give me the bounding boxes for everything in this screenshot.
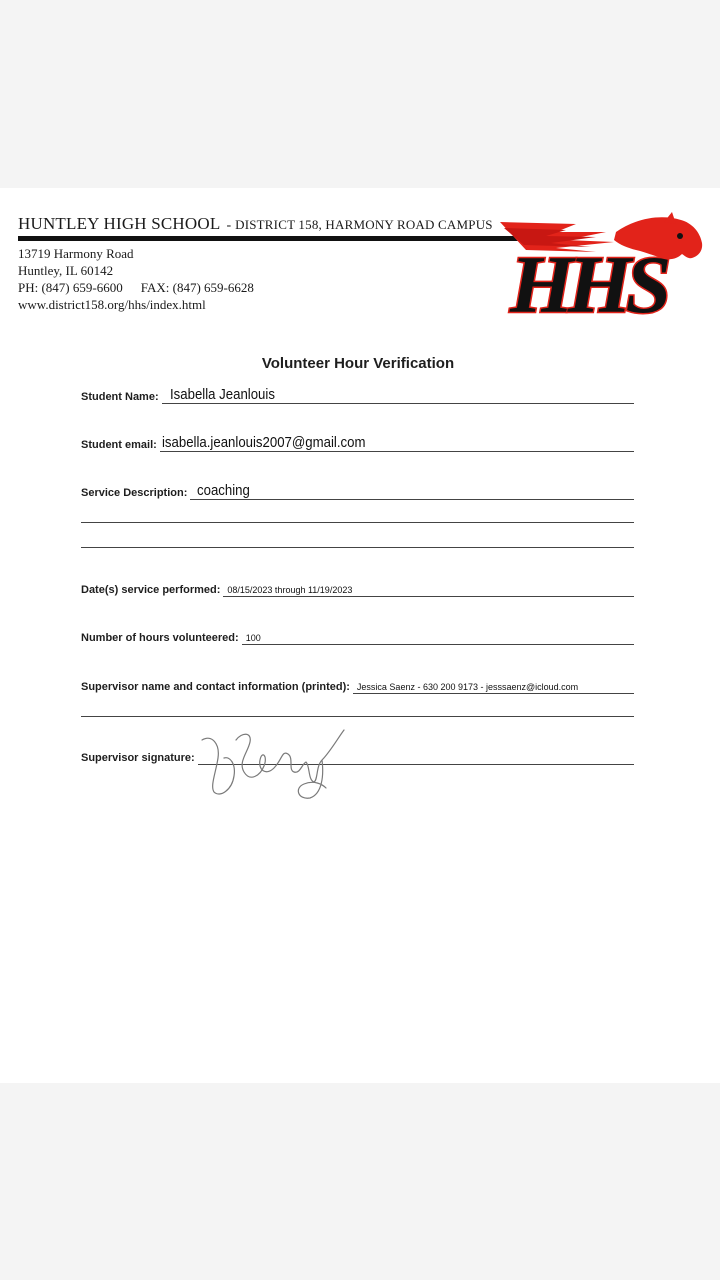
- form-title: Volunteer Hour Verification: [261, 355, 455, 372]
- hours-volunteered-line[interactable]: [242, 627, 634, 645]
- student-name-field: [81, 386, 634, 404]
- fax-number: FAX: (847) 659-6628: [140, 280, 254, 295]
- hours-volunteered-value: 100: [245, 633, 261, 643]
- student-email-value: isabella.jeanlouis2007@gmail.com: [161, 434, 366, 451]
- document-sheet: [0, 188, 720, 1083]
- service-dates-label: Date(s) service performed:: [81, 584, 221, 596]
- address-line-1: 13719 Harmony Road: [18, 246, 134, 261]
- letterhead-title: [18, 214, 493, 234]
- campus-name: DISTRICT 158, HARMONY ROAD CAMPUS: [235, 217, 493, 232]
- logo-lettering: HHS: [510, 239, 666, 330]
- hours-volunteered-field: [81, 627, 634, 645]
- service-dates-line[interactable]: [223, 579, 634, 597]
- hours-volunteered-label: Number of hours volunteered:: [81, 632, 239, 644]
- student-email-label: Student email:: [81, 439, 157, 451]
- title-separator: -: [226, 218, 232, 233]
- student-email-field: [81, 434, 634, 452]
- service-description-extra-line-2[interactable]: [81, 547, 634, 548]
- school-name: HUNTLEY HIGH SCHOOL: [18, 214, 221, 233]
- student-name-line[interactable]: [162, 386, 634, 404]
- supervisor-info-field: [81, 676, 634, 694]
- service-description-label: Service Description:: [81, 487, 188, 499]
- phone-number: PH: (847) 659-6600: [18, 280, 123, 295]
- service-description-value: coaching: [197, 482, 251, 499]
- address-line-2: Huntley, IL 60142: [18, 263, 114, 278]
- letterhead-rule: [18, 236, 523, 241]
- student-email-line[interactable]: [160, 434, 634, 452]
- service-description-line[interactable]: [190, 482, 634, 500]
- service-dates-value: 08/15/2023 through 11/19/2023: [227, 585, 353, 595]
- service-dates-field: [81, 579, 634, 597]
- supervisor-info-label: Supervisor name and contact information (printed):: [81, 681, 350, 693]
- supervisor-info-value: Jessica Saenz - 630 200 9173 - jesssaenz@icloud.com: [356, 682, 579, 692]
- school-website: www.district158.org/hhs/index.html: [18, 297, 206, 312]
- student-name-value: Isabella Jeanlouis: [169, 386, 275, 403]
- hhs-logo: [496, 210, 710, 336]
- school-address-block: [18, 245, 254, 313]
- phone-fax-line: [18, 279, 254, 296]
- supervisor-signature-mark: [198, 710, 358, 800]
- service-description-field: [81, 482, 634, 500]
- supervisor-signature-label: Supervisor signature:: [81, 752, 195, 764]
- service-description-extra-line-1[interactable]: [81, 522, 634, 523]
- student-name-label: Student Name:: [81, 391, 159, 403]
- supervisor-info-line[interactable]: [353, 676, 634, 694]
